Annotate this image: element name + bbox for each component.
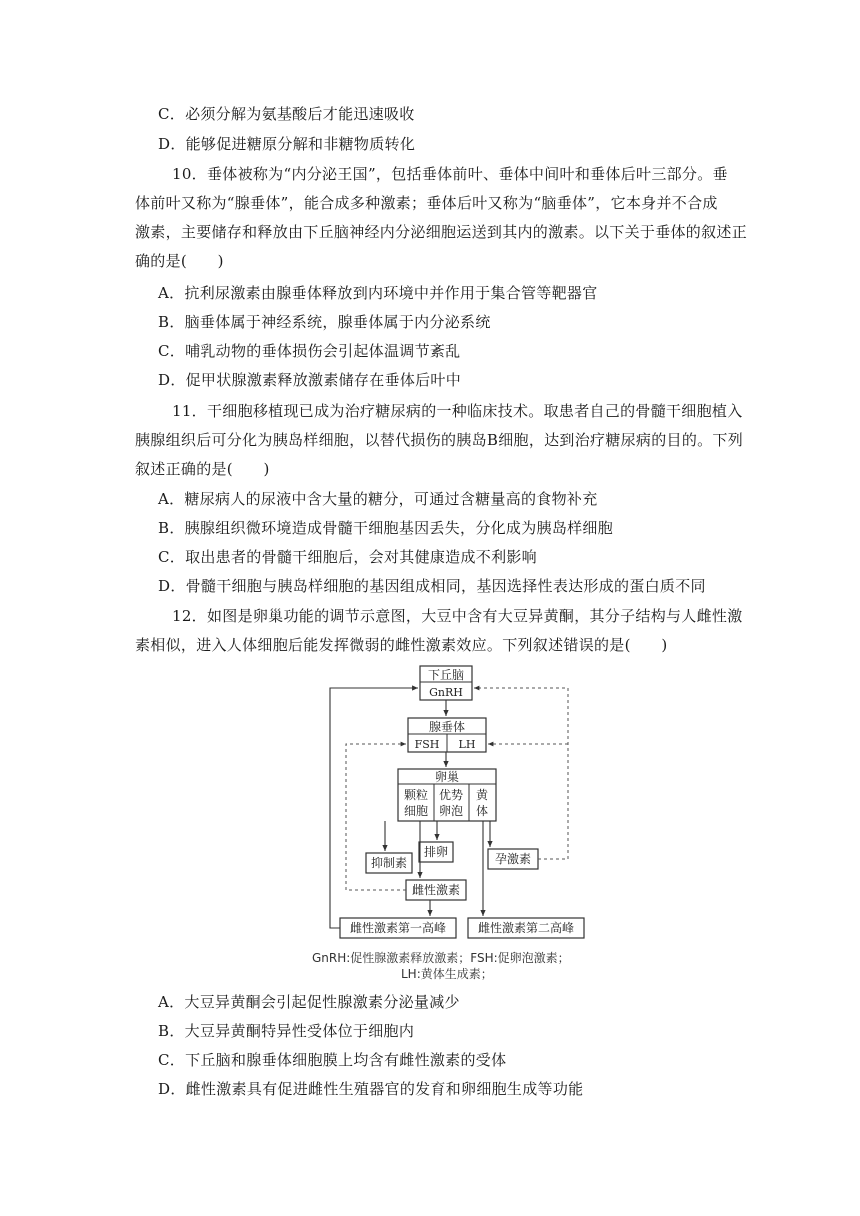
q12-option-c: C．下丘脑和腺垂体细胞膜上均含有雌性激素的受体 — [158, 1051, 507, 1069]
hypothalamus-label: 下丘脑 — [427, 668, 465, 682]
estrogen-peak-1-label: 雌性激素第一高峰 — [349, 921, 447, 935]
estrogen-peak-1-box — [340, 918, 456, 938]
ovary-label: 卵巢 — [434, 770, 460, 784]
pituitary-label: 腺垂体 — [428, 720, 466, 734]
corpus-luteum-label-2: 体 — [475, 804, 489, 818]
estrogen-box — [406, 880, 466, 900]
pituitary-box — [408, 718, 486, 752]
follicle-label-1: 优势 — [438, 788, 464, 802]
inhibin-box — [366, 853, 412, 873]
diagram-caption-line-1: GnRH:促性腺激素释放激素；FSH:促卵泡激素； — [312, 951, 570, 965]
granulosa-label-2: 细胞 — [403, 804, 429, 818]
q10-stem-line-3: 激素，主要储存和释放由下丘脑神经内分泌细胞运送到其内的激素。以下关于垂体的叙述正 — [135, 223, 748, 241]
q10-option-b: B．脑垂体属于神经系统，腺垂体属于内分泌系统 — [158, 313, 491, 331]
fsh-label: FSH — [414, 738, 440, 751]
q12-option-b: B．大豆异黄酮特异性受体位于细胞内 — [158, 1022, 415, 1040]
progesterone-label: 孕激素 — [494, 852, 532, 866]
ovulation-box — [419, 842, 453, 862]
gnrh-label: GnRH — [429, 686, 463, 699]
q9-option-d: D．能够促进糖原分解和非糖物质转化 — [158, 135, 416, 153]
estrogen-label: 雌性激素 — [411, 883, 461, 897]
inhibin-label: 抑制素 — [370, 856, 408, 870]
hypothalamus-box — [420, 666, 472, 700]
q10-stem-line-2: 体前叶又称为“腺垂体”，能合成多种激素；垂体后叶又称为“脑垂体”，它本身并不合成 — [135, 194, 718, 212]
q9-option-c: C．必须分解为氨基酸后才能迅速吸收 — [158, 105, 415, 123]
progesterone-box — [488, 849, 538, 869]
estrogen-peak-2-box — [468, 918, 584, 938]
q10-option-a: A．抗利尿激素由腺垂体释放到内环境中并作用于集合管等靶器官 — [158, 284, 598, 302]
ovary-regulation-diagram — [300, 660, 600, 950]
q11-option-c: C．取出患者的骨髓干细胞后，会对其健康造成不利影响 — [158, 548, 537, 566]
granulosa-label-1: 颗粒 — [403, 788, 429, 802]
ovary-box — [398, 769, 496, 821]
q12-option-a: A．大豆异黄酮会引起促性腺激素分泌量减少 — [158, 993, 460, 1011]
ovulation-label: 排卵 — [423, 845, 449, 859]
q12-stem-line-1: 12．如图是卵巢功能的调节示意图，大豆中含有大豆异黄酮，其分子结构与人雌性激 — [172, 607, 743, 625]
follicle-label-2: 卵泡 — [438, 804, 464, 818]
corpus-luteum-label-1: 黄 — [475, 788, 489, 802]
q10-stem-line-4: 确的是( ) — [135, 252, 224, 270]
q11-stem-line-2: 胰腺组织后可分化为胰岛样细胞，以替代损伤的胰岛B细胞，达到治疗糖尿病的目的。下列 — [135, 431, 744, 449]
q11-option-a: A．糖尿病人的尿液中含大量的糖分，可通过含糖量高的食物补充 — [158, 490, 598, 508]
lh-label: LH — [458, 738, 476, 751]
q10-option-c: C．哺乳动物的垂体损伤会引起体温调节紊乱 — [158, 342, 461, 360]
q10-stem-line-1: 10．垂体被称为“内分泌王国”，包括垂体前叶、垂体中间叶和垂体后叶三部分。垂 — [172, 165, 728, 183]
q11-stem-line-1: 11．干细胞移植现已成为治疗糖尿病的一种临床技术。取患者自己的骨髓干细胞植入 — [172, 402, 743, 420]
q11-option-d: D．骨髓干细胞与胰岛样细胞的基因组成相同，基因选择性表达形成的蛋白质不同 — [158, 577, 706, 595]
q10-option-d: D．促甲状腺激素释放激素储存在垂体后叶中 — [158, 371, 462, 389]
diagram-caption-line-2: LH:黄体生成素； — [401, 967, 493, 981]
q12-option-d: D．雌性激素具有促进雌性生殖器官的发育和卵细胞生成等功能 — [158, 1080, 584, 1098]
estrogen-peak-2-label: 雌性激素第二高峰 — [477, 921, 575, 935]
q11-option-b: B．胰腺组织微环境造成骨髓干细胞基因丢失，分化成为胰岛样细胞 — [158, 519, 614, 537]
q12-stem-line-2: 素相似，进入人体细胞后能发挥微弱的雌性激素效应。下列叙述错误的是( ) — [135, 636, 668, 654]
q11-stem-line-3: 叙述正确的是( ) — [135, 460, 270, 478]
